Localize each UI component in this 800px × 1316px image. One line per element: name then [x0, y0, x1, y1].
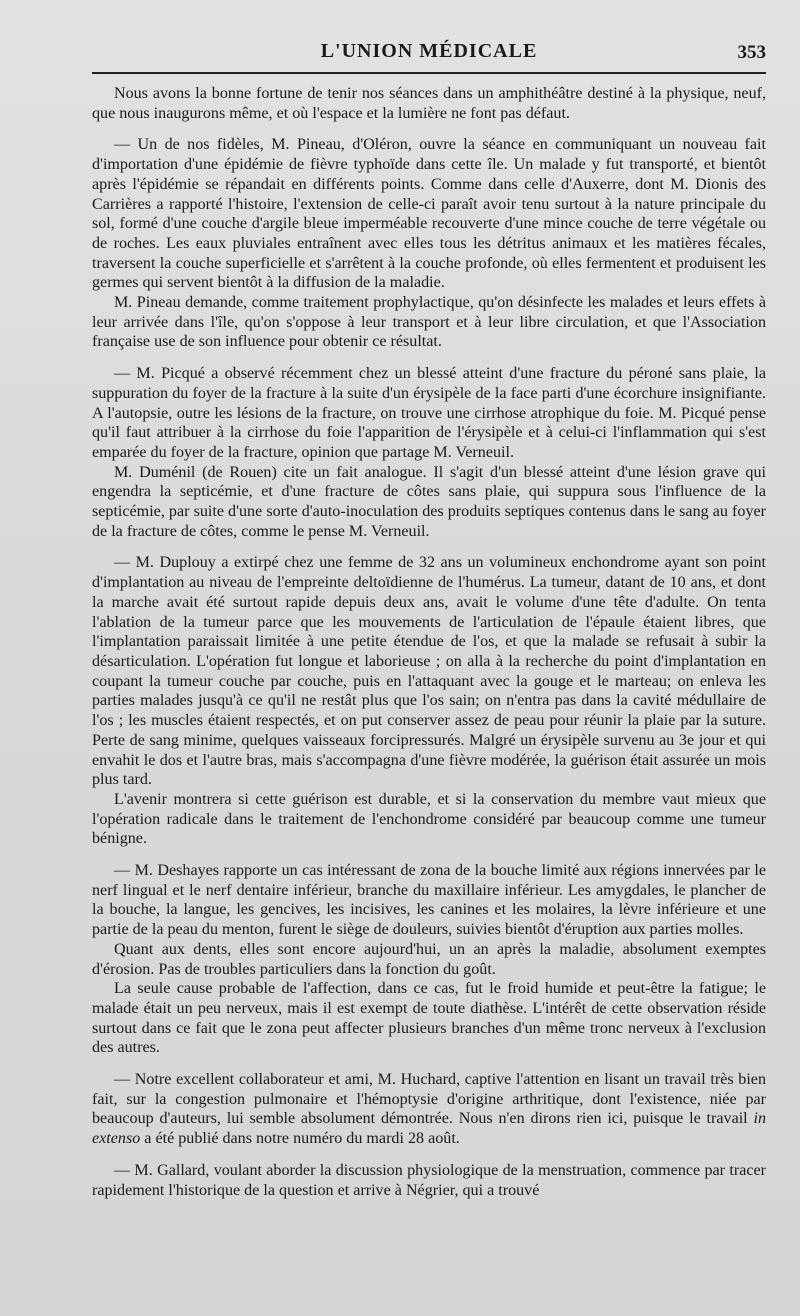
paragraph: L'avenir montrera si cette guérison est durable, et si la conservation du membre vaut mieux que l'opération radicale dans le traitement de l'enchondrome considéré par beaucoup comme une tumeur bénigne. — [92, 790, 766, 848]
paragraph: — M. Deshayes rapporte un cas intéressant de zona de la bouche limité aux régions innervées par le nerf lingual et le nerf dentaire inférieur, branche du maxillaire inférieur. Les amygdales, le plancher de la bouche, la langue, les gencives, les incisives, les canines et les molaires, la lèvre inférieure et une partie de la peau du menton, furent le siège de douleurs, suivies bientôt d'éruption aux parties molles. — [92, 862, 766, 939]
header-rule — [92, 72, 766, 74]
paragraph: — Un de nos fidèles, M. Pineau, d'Oléron, ouvre la séance en communiquant un nouveau fait d'importation d'une épidémie de fièvre typhoïde dans cette île. Un malade y fut transporté, et bientôt après l'épidémie se répandait en différents points. Comme dans celle d'Auxerre, dont M. Dionis des Carrières a rapporté l'histoire, l'extension de celle-ci paraît avoir tenu surtout à la nature principale du sol, formé d'une couche d'argile bleue imperméable recouverte d'une mince couche de terre végétale ou de roches. Les eaux pluviales entraînent avec elles tous les détritus animaux et les matières fécales, traversent la couche superficielle et s'arrêtent à la couche profonde, où elles fermentent et produisent les germes qui servent bientôt à la diffusion de la maladie. — [92, 136, 766, 292]
running-title: L'UNION MÉDICALE — [320, 40, 538, 62]
paragraph: M. Duménil (de Rouen) cite un fait analogue. Il s'agit d'un blessé atteint d'une lésion grave qui engendra la septicémie, et d'une fracture de côtes sans plaie, qui suppura sous l'influence de la septicémie, par suite d'une sorte d'auto-inoculation des produits septiques contenus dans le sang au foyer de la fracture de côtes, comme le pense M. Verneuil. — [92, 463, 766, 540]
italic-phrase: in extenso — [92, 1110, 766, 1148]
paragraph: — M. Duplouy a extirpé chez une femme de 32 ans un volumineux enchondrome ayant son point d'implantation au niveau de l'empreinte deltoïdienne de l'humérus. La tumeur, datant de 10 ans, et dont la marche avait été surtout rapide depuis deux ans, avait le volume d'une tête d'adulte. On tenta l'ablation de la tumeur parce que les mouvements de l'articulation de l'épaule étaient libres, que l'implantation paraissait limitée à une petite étendue de l'os, et que la malade se refusait à subir la désarticulation. L'opération fut longue et laborieuse ; on alla à la recherche du point d'implantation en coupant la tumeur couche par couche, puis en l'attaquant avec la gouge et le marteau; on enleva les parties malades jusqu'à ce qu'il ne restât plus que l'os sain; on n'entra pas dans la cavité médullaire de l'os ; les muscles étaient respectés, et on put conserver assez de peau pour réunir la plaie par la suture. Perte de sang minime, quelques vaisseaux forcipressurés. Malgré un érysipèle survenu au 3e jour et qui envahit le dos et l'autre bras, mais s'accompagna d'une fièvre modérée, la guérison était assurée un mois plus tard. — [92, 554, 766, 789]
paragraph: M. Pineau demande, comme traitement prophylactique, qu'on désinfecte les malades et leurs effets à leur arrivée dans l'île, qu'on s'oppose à leur transport et à leur libre circulation, et que l'Association française use de son influence pour obtenir ce résultat. — [92, 294, 766, 351]
paragraph: — M. Gallard, voulant aborder la discussion physiologique de la menstruation, commence par tracer rapidement l'historique de la question et arrive à Négrier, qui a trouvé — [92, 1161, 766, 1199]
paragraph: — M. Picqué a observé récemment chez un blessé atteint d'une fracture du péroné sans plaie, la suppuration du foyer de la fracture à la suite d'un érysipèle de la face parti d'une écorchure insignifiante. A l'autopsie, outre les lésions de la fracture, on trouve une cirrhose atrophique du foie. M. Picqué pense qu'il faut attribuer à la cirrhose du foie l'apparition de l'érysipèle et à celui-ci l'inflammation qui s'est emparée du foyer de la fracture, opinion que partage M. Verneuil. — [92, 365, 766, 461]
paragraph-text: — Notre excellent collaborateur et ami, M. Huchard, captive l'attention en lisant un travail très bien fait, sur la congestion pulmonaire et l'hémoptysie d'origine arthritique, dont l'existence, niée par beaucoup d'auteurs, lui semble absolument démontrée. Nous n'en dirons rien ici, puisque le travail — [92, 1071, 766, 1128]
paragraph — [92, 1070, 766, 1149]
paragraph-text: a été publié dans notre numéro du mardi 28 août. — [140, 1130, 460, 1148]
paragraph: La seule cause probable de l'affection, dans ce cas, fut le froid humide et peut-être la fatigue; le malade était un peu nerveux, mais il est exempt de toute diathèse. L'intérêt de cette observation réside surtout dans ce fait que le zona peut affecter plusieurs branches d'un même tronc nerveux à l'exclusion des autres. — [92, 980, 766, 1057]
page-number: 353 — [737, 42, 766, 63]
body-text — [92, 84, 766, 1200]
paragraph: Nous avons la bonne fortune de tenir nos séances dans un amphithéâtre destiné à la physique, neuf, que nous inaugurons même, et où l'espace et la lumière ne font pas défaut. — [92, 85, 766, 122]
paragraph: Quant aux dents, elles sont encore aujourd'hui, un an après la maladie, absolument exemptes d'érosion. Pas de troubles particuliers dans la fonction du goût. — [92, 940, 766, 978]
page-header — [92, 40, 766, 80]
